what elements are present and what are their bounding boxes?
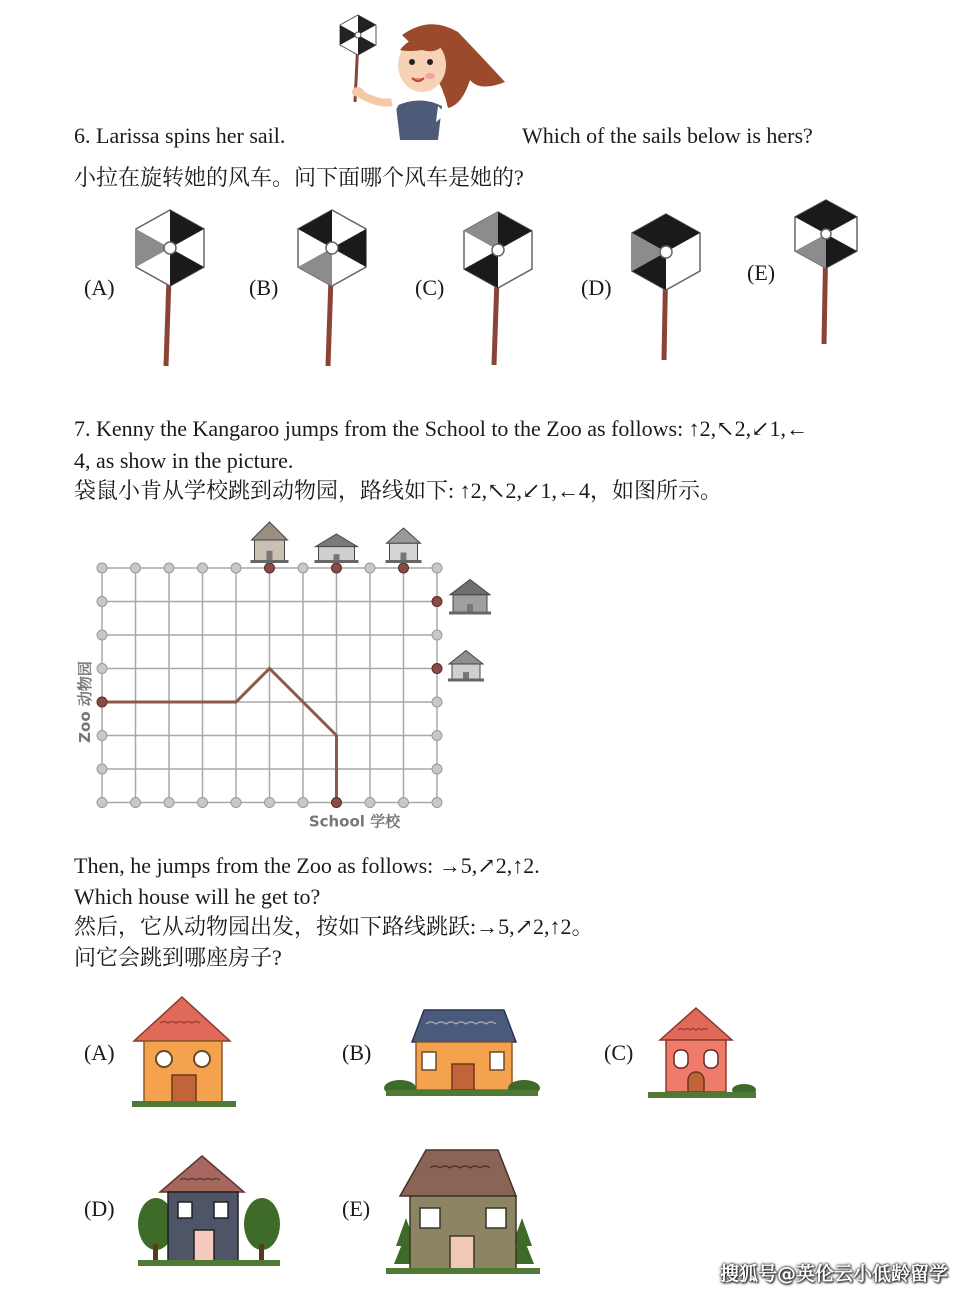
grid-house-right-1 <box>449 580 491 615</box>
route-grid-map <box>70 510 510 840</box>
grid-house-top-3 <box>386 528 422 563</box>
q6-question-prompt: Which of the sails below is hers? <box>522 123 813 148</box>
zoo-label: Zoo 动物园 <box>76 661 94 743</box>
pinwheel-d[interactable] <box>624 212 708 374</box>
pinwheel-e[interactable] <box>788 198 864 348</box>
q7-option-c-label[interactable]: (C) <box>604 1040 634 1065</box>
grid-node <box>365 563 375 573</box>
q7-which-house-text: Which house will he get to? <box>74 884 321 909</box>
house-d[interactable] <box>134 1152 284 1272</box>
q6-option-b-label[interactable]: (B) <box>249 275 279 300</box>
grid-node <box>97 764 107 774</box>
grid-node <box>432 697 442 707</box>
grid-node <box>298 563 308 573</box>
grid-node <box>432 630 442 640</box>
q6-question-text: 6. Larissa spins her sail. <box>74 123 286 148</box>
grid-house-top-3-part <box>387 528 421 543</box>
grid-node <box>231 798 241 808</box>
watermark: 搜狐号@英伦云小低龄留学 <box>720 1263 949 1285</box>
q6-option-a-label[interactable]: (A) <box>84 275 115 300</box>
grid-node <box>198 563 208 573</box>
q7-then-text: Then, he jumps from the Zoo as follows: →5,↗2,↑2. <box>74 853 540 878</box>
pinwheel-c[interactable] <box>456 210 540 372</box>
grid-house-top-1 <box>251 522 289 563</box>
grid-node <box>432 764 442 774</box>
grid-node <box>97 563 107 573</box>
grid-node <box>131 798 141 808</box>
grid-node-marked <box>432 664 442 674</box>
grid-house-right-2-part <box>449 651 483 665</box>
q7-option-d-label[interactable]: (D) <box>84 1196 115 1221</box>
girl-with-pinwheel-illustration <box>330 10 510 140</box>
house-b[interactable] <box>386 1002 538 1098</box>
grid-house-top-2-part <box>315 560 359 563</box>
q7-question-chinese: 袋鼠小肯从学校跳到动物园，路线如下: ↑2,↖2,↙1,←4，如图所示。 <box>74 478 722 503</box>
grid-node <box>231 563 241 573</box>
grid-house-right-2 <box>448 651 484 682</box>
q6-option-c-label[interactable]: (C) <box>415 275 445 300</box>
grid-node <box>97 731 107 741</box>
q6-option-e-label[interactable]: (E) <box>747 260 776 285</box>
q7-question-text: 7. Kenny the Kangaroo jumps from the School to the Zoo as follows: ↑2,↖2,↙1,← <box>74 416 809 441</box>
pinwheel-a[interactable] <box>128 208 212 370</box>
pinwheel-b[interactable] <box>290 208 374 370</box>
q6-question-chinese: 小拉在旋转她的风车。问下面哪个风车是她的? <box>74 165 524 190</box>
grid-node-marked <box>97 697 107 707</box>
school-label: School 学校 <box>308 812 401 831</box>
q7-question-text-cont: 4, as show in the picture. <box>74 448 294 473</box>
q6-option-d-label[interactable]: (D) <box>581 275 612 300</box>
grid-node <box>97 798 107 808</box>
grid-node-marked <box>265 563 275 573</box>
q7-then-chinese: 然后，它从动物园出发，按如下路线跳跃:→5,↗2,↑2。 <box>74 914 594 939</box>
grid-node <box>265 798 275 808</box>
house-c[interactable] <box>648 1006 756 1100</box>
grid-house-top-1-part <box>252 522 288 540</box>
house-e[interactable] <box>386 1138 540 1280</box>
grid-node <box>97 630 107 640</box>
grid-node <box>164 563 174 573</box>
grid-house-top-2-part <box>316 534 358 547</box>
grid-node <box>97 664 107 674</box>
grid-node <box>97 597 107 607</box>
q7-option-a-label[interactable]: (A) <box>84 1040 115 1065</box>
grid-node <box>399 798 409 808</box>
grid-node-marked <box>332 563 342 573</box>
q7-option-b-label[interactable]: (B) <box>342 1040 372 1065</box>
q7-which-house-chinese: 问它会跳到哪座房子? <box>74 945 282 970</box>
grid-node <box>432 731 442 741</box>
grid-house-top-2 <box>315 534 359 563</box>
q7-option-e-label[interactable]: (E) <box>342 1196 371 1221</box>
grid-house-right-2-part <box>448 679 484 682</box>
grid-node <box>365 798 375 808</box>
grid-node-marked <box>332 798 342 808</box>
grid-node <box>432 563 442 573</box>
grid-node-marked <box>399 563 409 573</box>
grid-house-right-1-part <box>449 612 491 615</box>
grid-node <box>198 798 208 808</box>
grid-house-right-1-part <box>450 580 490 595</box>
grid-node <box>131 563 141 573</box>
grid-node-marked <box>432 597 442 607</box>
grid-house-top-1-part <box>251 560 289 563</box>
house-a[interactable] <box>130 995 240 1113</box>
grid-house-top-3-part <box>386 560 422 563</box>
grid-node <box>432 798 442 808</box>
grid-node <box>164 798 174 808</box>
grid-node <box>298 798 308 808</box>
